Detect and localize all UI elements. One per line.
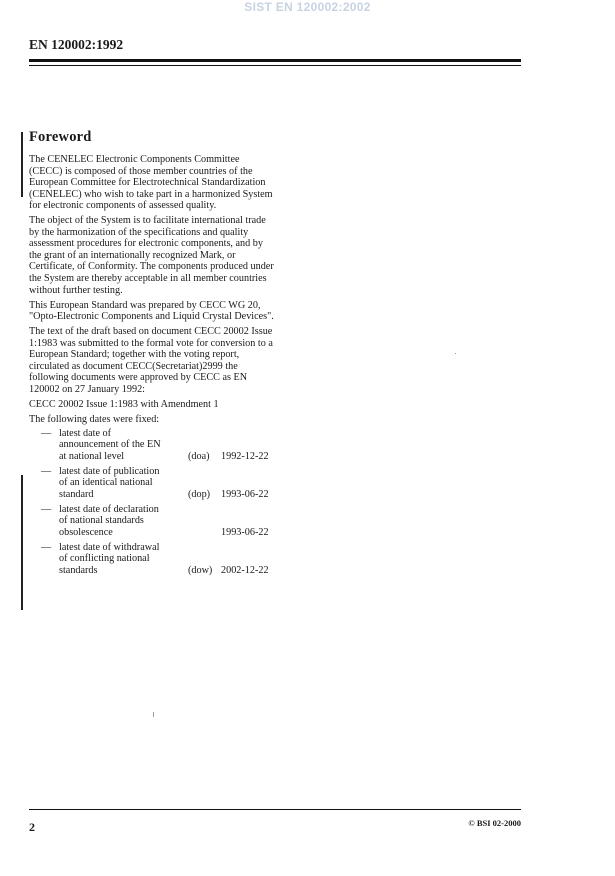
page-number: 2 [29, 820, 35, 834]
watermark: SIST EN 120002:2002 [244, 0, 371, 14]
dates-list [29, 428, 274, 577]
date-description: latest date of publication of an identical national standard [59, 465, 160, 500]
list-dash: — [41, 427, 52, 439]
date-item-dop [29, 466, 274, 501]
header-rule-thick [29, 59, 521, 62]
change-bar [21, 132, 23, 197]
date-value: 1992-12-22 [221, 450, 269, 462]
paragraph-prepared-by: This European Standard was prepared by CECC WG 20, "Opto-Electronic Components and Liquid Crystal Devices". [29, 299, 274, 323]
date-description: latest date of declaration of national standards obsolescence [59, 503, 159, 538]
document-id: EN 120002:1992 [29, 37, 124, 52]
date-description: latest date of withdrawal of conflicting national standards [59, 541, 160, 576]
date-abbreviation [188, 504, 221, 539]
paragraph-dates-intro: The following dates were fixed: [29, 413, 160, 425]
paragraph-draft: The text of the draft based on document CECC 20002 Issue 1:1983 was submitted to the formal vote for conversion to a European Standard; together with the voting report, circulated as document CECC(Secretariat)2999 the following documents were approved by CECC as EN 120002 on 27 January 1992: [29, 326, 273, 395]
foreword-body [29, 154, 274, 580]
date-value: 1993-06-22 [221, 488, 269, 500]
date-value: 1993-06-22 [221, 526, 269, 538]
date-description: latest date of announcement of the EN at national level [59, 427, 161, 462]
header-rule-thin [29, 65, 521, 66]
change-bar [21, 475, 23, 610]
copyright-notice: © BSI 02-2000 [468, 818, 521, 828]
footer-rule [29, 809, 521, 810]
list-dash: — [41, 465, 52, 477]
date-abbreviation: (doa) [188, 450, 210, 462]
scan-speck [153, 712, 154, 717]
list-dash: — [41, 503, 52, 515]
paragraph-object: The object of the System is to facilitate international trade by the harmonization of the specifications and quality assessment procedures for electronic components, and by the grant of an internationally recognized Mark, or Certificate, of Conformity. The components produced under the System are thereby acceptable in all member countries without further testing. [29, 215, 274, 296]
date-item-obsolescence [29, 504, 274, 539]
foreword-heading: Foreword [29, 129, 92, 145]
date-abbreviation: (dow) [188, 564, 213, 576]
date-value: 2002-12-22 [221, 564, 269, 576]
list-dash: — [41, 541, 52, 553]
paragraph-cecc: The CENELEC Electronic Components Committee (CECC) is composed of those member countries of the European Committee for Electrotechnical Standardization (CENELEC) who wish to take part in a harmonized System for electronic components of assessed quality. [29, 154, 273, 212]
paragraph-amendment: CECC 20002 Issue 1:1983 with Amendment 1 [29, 398, 219, 410]
date-abbreviation: (dop) [188, 488, 211, 500]
date-item-dow [29, 542, 274, 577]
date-item-doa [29, 428, 274, 463]
scan-speck [455, 353, 456, 354]
